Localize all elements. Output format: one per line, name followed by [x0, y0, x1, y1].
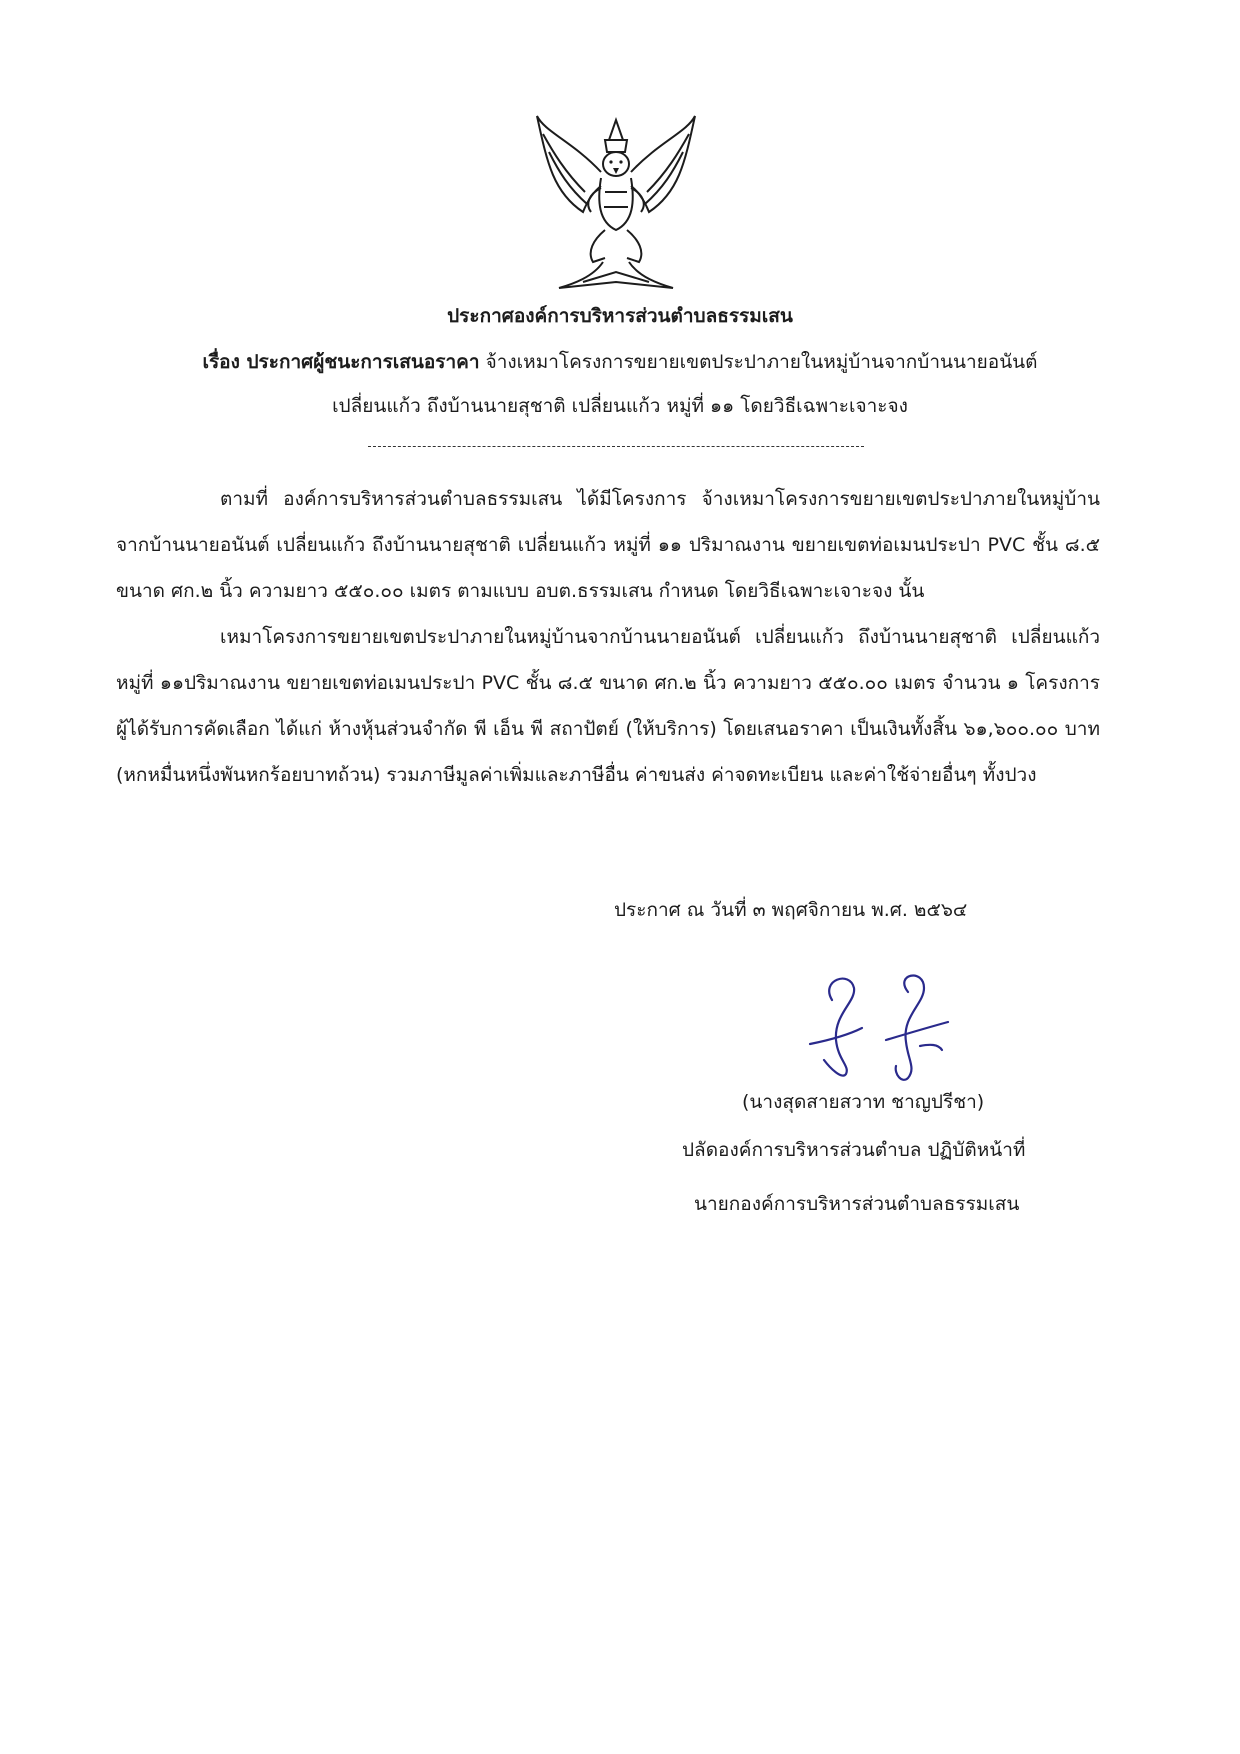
paragraph-winner: เหมาโครงการขยายเขตประปาภายในหมู่บ้านจากบ้านนายอนันต์ เปลี่ยนแก้ว ถึงบ้านนายสุชาติ เปลี่ยนแก้ว หมู่ที่ ๑๑ปริมาณงาน ขยายเขตท่อเมนประปา PVC ชั้น ๘.๕ ขนาด ศก.๒ นิ้ว ความยาว ๕๕๐.๐๐ เมตร จำนวน ๑ โครงการ ผู้ได้รับการคัดเลือก ได้แก่ ห้างหุ้นส่วนจำกัด พี เอ็น พี สถาปัตย์ (ให้บริการ) โดยเสนอราคา เป็นเงินทั้งสิ้น ๖๑,๖๐๐.๐๐ บาท (หกหมื่นหนึ่งพันหกร้อยบาทถ้วน) รวมภาษีมูลค่าเพิ่มและภาษีอื่น ค่าขนส่ง ค่าจดทะเบียน และค่าใช้จ่ายอื่นๆ ทั้งปวง [116, 626, 1100, 786]
garuda-emblem-icon [533, 112, 699, 292]
subject-label: เรื่อง ประกาศผู้ชนะการเสนอราคา [202, 351, 480, 373]
signer-name: (นางสุดสายสวาท ชาญปรีชา) [742, 1091, 985, 1113]
signer-title-line2: นายกองค์การบริหารส่วนตำบลธรรมเสน [694, 1193, 1020, 1215]
signer-title-line1: ปลัดองค์การบริหารส่วนตำบล ปฏิบัติหน้าที่ [682, 1139, 1026, 1161]
announcement-subject [0, 348, 1240, 376]
subject-text: จ้างเหมาโครงการขยายเขตประปาภายในหมู่บ้านจากบ้านนายอนันต์ [485, 351, 1038, 373]
paragraph-background: ตามที่ องค์การบริหารส่วนตำบลธรรมเสน ได้มีโครงการ จ้างเหมาโครงการขยายเขตประปาภายในหมู่บ้านจากบ้านนายอนันต์ เปลี่ยนแก้ว ถึงบ้านนายสุชาติ เปลี่ยนแก้ว หมู่ที่ ๑๑ ปริมาณงาน ขยายเขตท่อเมนประปา PVC ชั้น ๘.๕ ขนาด ศก.๒ นิ้ว ความยาว ๕๕๐.๐๐ เมตร ตามแบบ อบต.ธรรมเสน กำหนด โดยวิธีเฉพาะเจาะจง นั้น [116, 488, 1100, 602]
header-divider [368, 446, 864, 447]
announcement-subject-line2: เปลี่ยนแก้ว ถึงบ้านนายสุชาติ เปลี่ยนแก้ว หมู่ที่ ๑๑ โดยวิธีเฉพาะเจาะจง [332, 395, 908, 417]
announcement-date: ประกาศ ณ วันที่ ๓ พฤศจิกายน พ.ศ. ๒๕๖๔ [614, 899, 968, 921]
handwritten-signature [790, 970, 970, 1090]
announcement-heading: ประกาศองค์การบริหารส่วนตำบลธรรมเสน [447, 305, 793, 327]
